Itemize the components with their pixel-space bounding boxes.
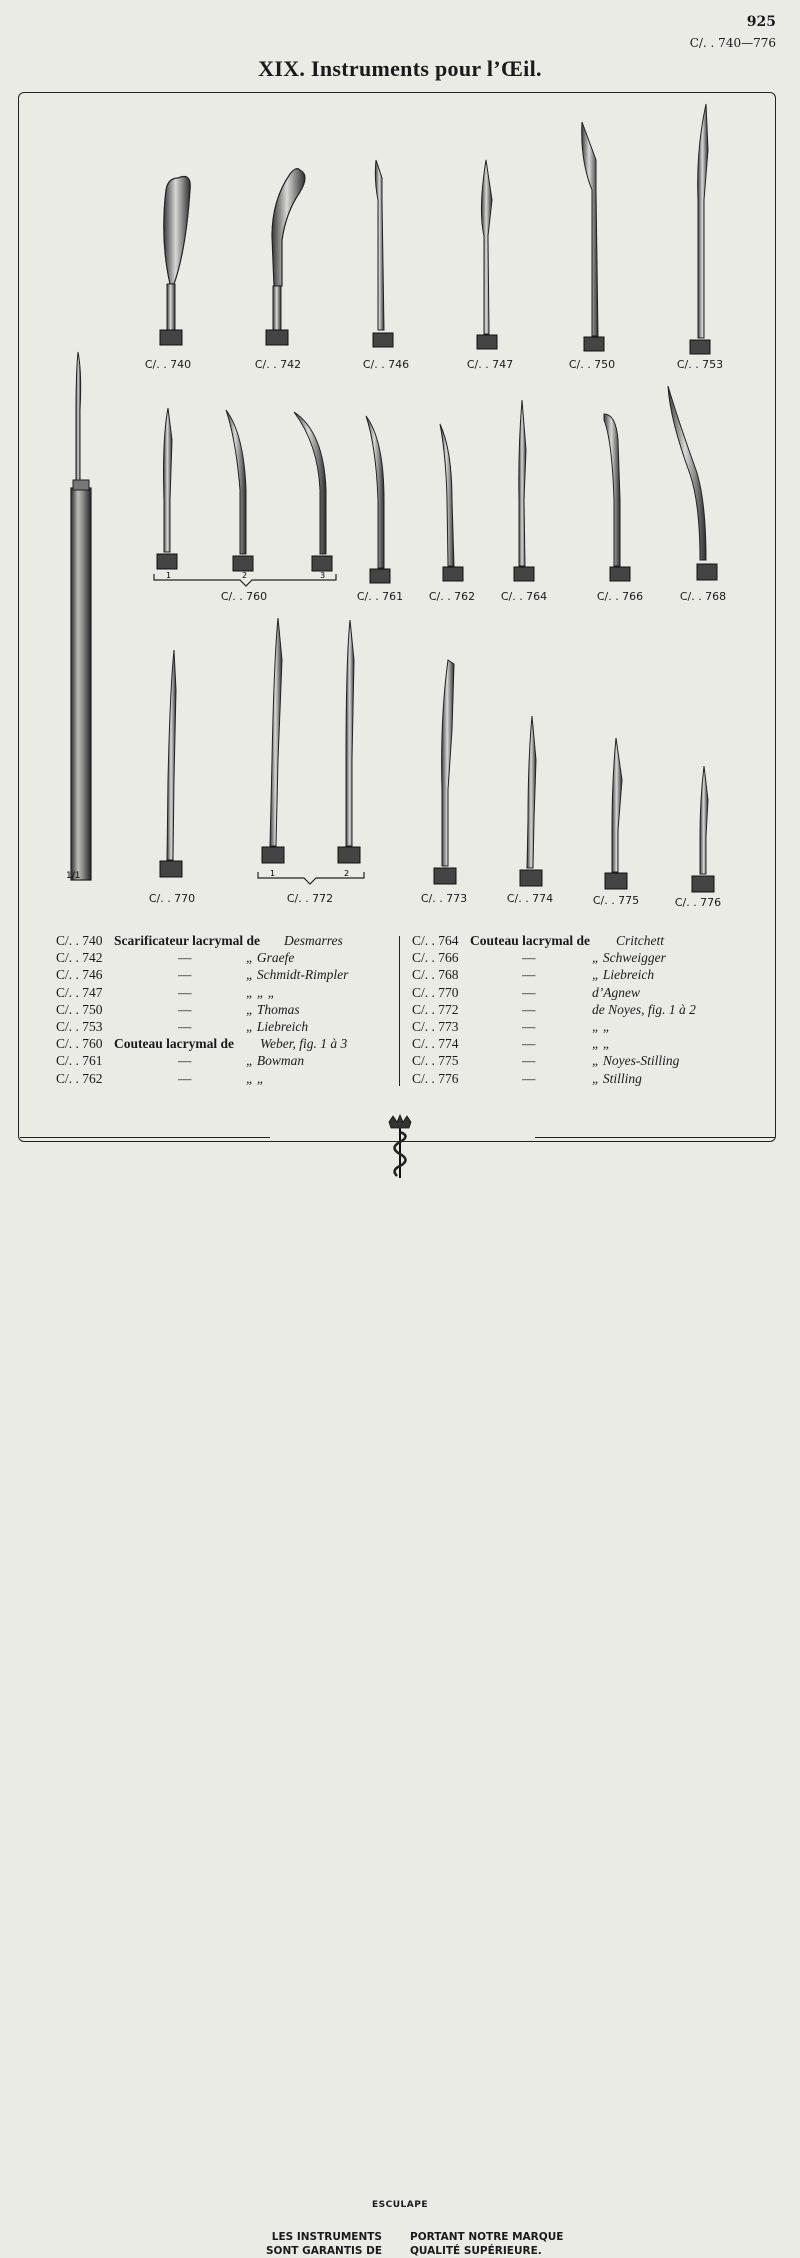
sub-772-2: 2 <box>344 869 350 878</box>
figure-label-762: C/. . 762 <box>428 590 476 603</box>
instrument-760-1 <box>157 408 177 569</box>
footer-rule-left <box>20 1137 270 1138</box>
legend-right <box>412 932 762 1087</box>
instrument-illustrations <box>0 0 800 920</box>
legend-row: C/. . 746 — „ Schmidt-Rimpler <box>56 967 349 983</box>
figure-label-742: C/. . 742 <box>254 358 302 371</box>
long-handle-instrument <box>66 352 91 881</box>
instrument-750 <box>582 122 604 351</box>
figure-label-766: C/. . 766 <box>596 590 644 603</box>
legend-row: C/. . 773 — „ „ <box>412 1018 611 1034</box>
figure-label-746: C/. . 746 <box>362 358 410 371</box>
legend-row: C/. . 760 Couteau lacrymal de Weber, fig. 1 à 3 <box>56 1036 348 1052</box>
sub-772-1: 1 <box>270 869 276 878</box>
scale-mark: 1/1 <box>66 871 81 881</box>
legend-row: C/. . 742 — „ Graefe <box>56 950 295 966</box>
instrument-776 <box>692 766 714 892</box>
sub-760-2: 2 <box>242 571 248 580</box>
instrument-768 <box>668 386 717 580</box>
figure-label-773: C/. . 773 <box>420 892 468 905</box>
sub-760-1: 1 <box>166 571 172 580</box>
instrument-762 <box>440 424 463 581</box>
legend-row: C/. . 774 — „ „ <box>412 1036 611 1052</box>
instrument-775 <box>605 738 627 889</box>
instrument-766 <box>604 414 630 581</box>
figure-label-761: C/. . 761 <box>356 590 404 603</box>
figure-label-775: C/. . 775 <box>592 894 640 907</box>
footer-right-text: PORTANT NOTRE MARQUE QUALITÉ SUPÉRIEURE. <box>410 2231 564 2257</box>
instrument-747 <box>477 160 497 349</box>
legend-row: C/. . 761 — „ Bowman <box>56 1053 305 1069</box>
figure-label-768: C/. . 768 <box>679 590 727 603</box>
legend-row: C/. . 770 — d’Agnew <box>412 984 640 1000</box>
instrument-764 <box>514 400 534 581</box>
instrument-772-2 <box>338 620 360 863</box>
page-title: XIX. Instruments pour l’Œil. <box>258 56 542 81</box>
instrument-746 <box>373 160 393 347</box>
page-number: 925 <box>746 14 776 30</box>
legend-row: C/. . 772 — de Noyes, fig. 1 à 2 <box>412 1001 696 1017</box>
legend-row: C/. . 747 — „ „ „ <box>56 984 276 1000</box>
instrument-770 <box>160 650 182 877</box>
instrument-774 <box>520 716 542 886</box>
legend-row: C/. . 776 — „ Stilling <box>412 1070 642 1086</box>
sub-760-3: 3 <box>320 571 326 580</box>
instrument-760-2 <box>226 410 253 571</box>
legend-row: C/. . 766 — „ Schweigger <box>412 950 666 966</box>
figure-label-764: C/. . 764 <box>500 590 548 603</box>
legend-row: C/. . 768 — „ Liebreich <box>412 967 655 983</box>
legend-divider <box>399 936 400 1086</box>
figure-label-747: C/. . 747 <box>466 358 514 371</box>
figure-label-760: C/. . 760 <box>220 590 268 603</box>
figure-label-740: C/. . 740 <box>144 358 192 371</box>
figure-label-772: C/. . 772 <box>286 892 334 905</box>
esculape-emblem-icon <box>383 1114 417 1180</box>
brand-name: ESCULAPE <box>372 2200 428 2210</box>
legend-row: C/. . 775 — „ Noyes-Stilling <box>412 1053 680 1069</box>
instrument-761 <box>366 416 390 583</box>
legend-left <box>56 932 396 1087</box>
legend-row: C/. . 762 — „ „ <box>56 1070 265 1086</box>
figure-label-750: C/. . 750 <box>568 358 616 371</box>
legend-row: C/. . 753 — „ Liebreich <box>56 1018 309 1034</box>
instrument-760-3 <box>294 412 332 571</box>
footer-left-text: LES INSTRUMENTS SONT GARANTIS DE <box>265 2231 382 2257</box>
figure-label-770: C/. . 770 <box>148 892 196 905</box>
figure-label-776: C/. . 776 <box>674 896 722 909</box>
instrument-753 <box>690 104 710 354</box>
legend-row: C/. . 740 Scarificateur lacrymal de Desmarres <box>56 933 343 948</box>
figure-label-774: C/. . 774 <box>506 892 554 905</box>
instrument-740 <box>160 177 190 346</box>
footer-rule-right <box>535 1137 775 1138</box>
figure-label-753: C/. . 753 <box>676 358 724 371</box>
legend-row: C/. . 750 — „ Thomas <box>56 1001 300 1017</box>
legend-row: C/. . 764 Couteau lacrymal de Critchett <box>412 933 664 948</box>
instrument-773 <box>434 660 456 884</box>
page-range: C/. . 740—776 <box>689 36 776 50</box>
instrument-742 <box>266 169 305 345</box>
instrument-772-1 <box>262 618 284 863</box>
